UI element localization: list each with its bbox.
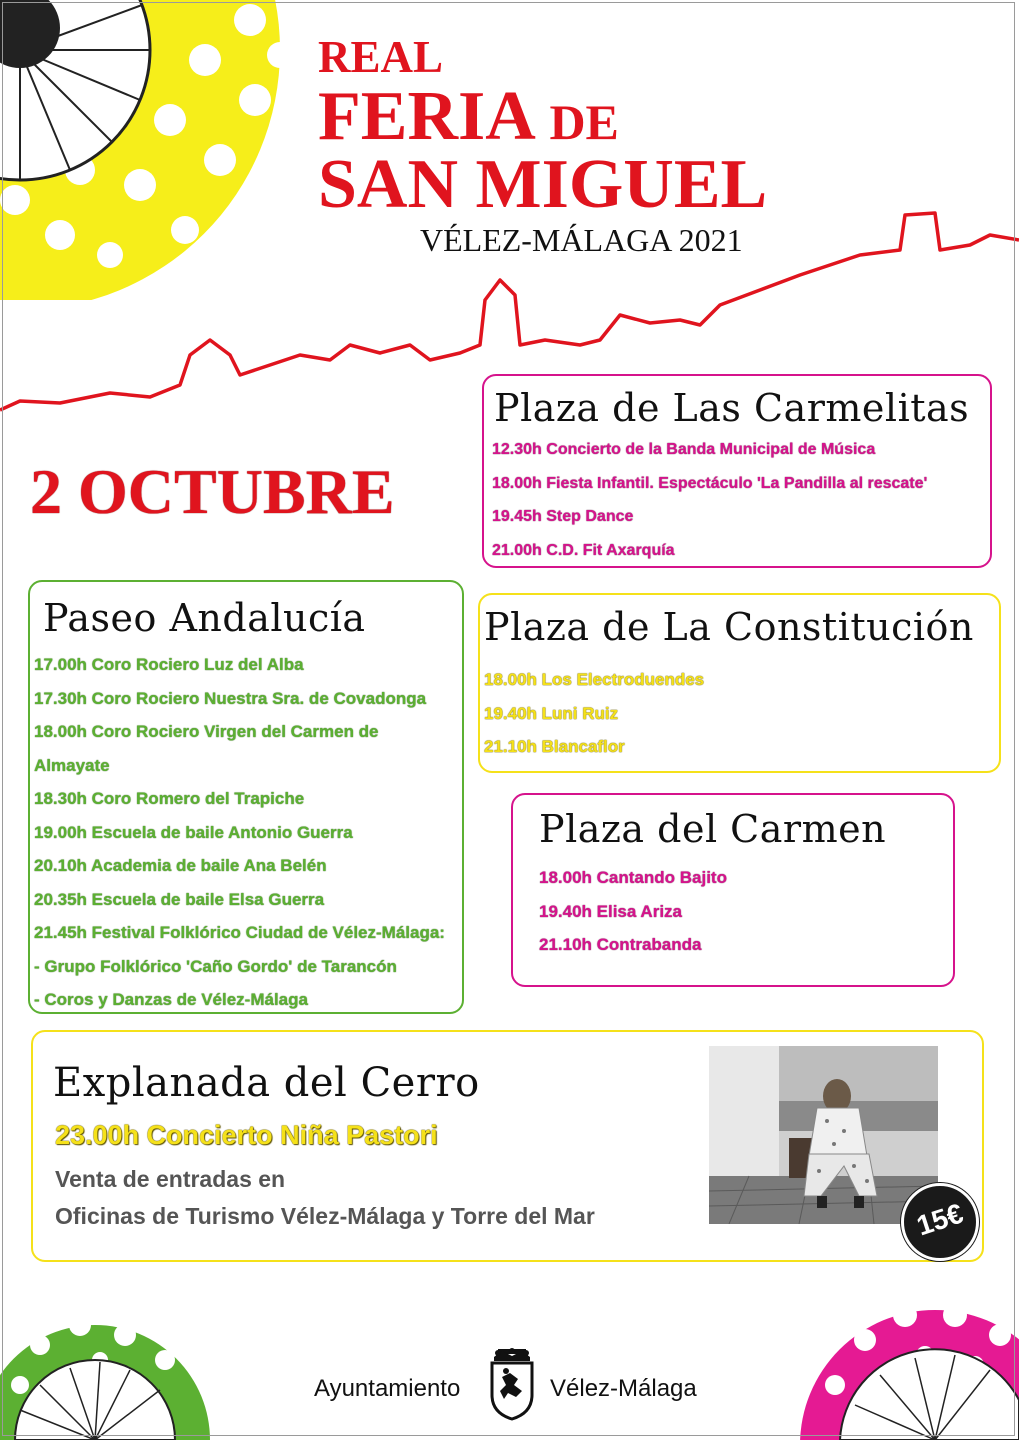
list-item: 19.40h Luni Ruiz (484, 703, 619, 723)
fan-green-decoration (0, 1290, 200, 1440)
title-real: REAL (318, 32, 444, 82)
list-item: 17.00h Coro Rociero Luz del Alba (34, 655, 304, 674)
list-item: 18.00h Los Electroduendes (484, 670, 705, 689)
title-subtitle: VÉLEZ-MÁLAGA 2021 (420, 222, 743, 258)
list-item: 19.40h Elisa Ariza (539, 901, 683, 921)
list-item: 20.10h Academia de baile Ana Belén (34, 856, 327, 875)
venue-cerro-title: Explanada del Cerro (53, 1060, 480, 1106)
list-item: 18.00h Coro Rociero Virgen del Carmen de (34, 722, 379, 741)
venue-carmen (511, 793, 955, 987)
list-item: 12.30h Concierto de la Banda Municipal de Música (492, 441, 876, 458)
list-item: 20.35h Escuela de baile Elsa Guerra (34, 889, 325, 909)
list-item: 21.45h Festival Folklórico Ciudad de Vélez-Málaga: (34, 923, 445, 942)
venue-constitucion (478, 593, 1001, 773)
venue-carmen-title: Plaza del Carmen (539, 807, 887, 851)
venue-carmen-events (539, 861, 727, 962)
venue-constitucion-title: Plaza de La Constitución (484, 605, 974, 649)
list-item: 21.10h Blancaflor (484, 737, 625, 756)
venue-paseo-events (34, 648, 445, 1017)
fan-pink-decoration (795, 1270, 1019, 1440)
footer-velez-malaga: Vélez-Málaga (550, 1375, 697, 1402)
venue-carmelitas-title: Plaza de Las Carmelitas (494, 386, 970, 430)
list-item: 21.10h Contrabanda (539, 935, 702, 954)
venue-paseo-andalucia (28, 580, 464, 1014)
venue-carmelitas (482, 374, 992, 568)
list-item: 19.00h Escuela de baile Antonio Guerra (34, 822, 353, 842)
list-item: 19.45h Step Dance (492, 508, 634, 525)
list-item: 18.30h Coro Romero del Trapiche (34, 789, 305, 808)
venue-carmelitas-events (492, 433, 927, 567)
title-de-word: DE (549, 94, 619, 150)
venue-cerro-line1: Venta de entradas en (55, 1166, 286, 1192)
list-item: - Grupo Folklórico 'Caño Gordo' de Tarancón (34, 956, 397, 976)
venue-cerro-line2: Oficinas de Turismo Vélez-Málaga y Torre del Mar (55, 1203, 595, 1229)
event-date: 2 OCTUBRE (30, 456, 395, 527)
price-badge (901, 1183, 979, 1261)
venue-cerro-headline: 23.00h Concierto Niña Pastori (55, 1120, 438, 1150)
coat-of-arms-icon (484, 1347, 540, 1421)
title-san-miguel: SAN MIGUEL (318, 146, 768, 223)
list-item: 21.00h C.D. Fit Axarquía (492, 541, 675, 559)
list-item: Almayate (34, 755, 110, 775)
list-item: 18.00h Fiesta Infantil. Espectáculo 'La Pandilla al rescate' (492, 474, 928, 492)
footer-ayuntamiento: Ayuntamiento (314, 1375, 461, 1402)
price-text: 15€ (912, 1197, 967, 1242)
list-item: 18.00h Cantando Bajito (539, 868, 727, 887)
title-feria-word: FERIA (318, 78, 532, 155)
venue-cerro (31, 1030, 984, 1262)
title-feria (318, 78, 619, 155)
performer-photo (709, 1046, 938, 1224)
venue-paseo-title: Paseo Andalucía (43, 596, 366, 640)
list-item: 17.30h Coro Rociero Nuestra Sra. de Covadonga (34, 688, 427, 708)
venue-constitucion-events (484, 663, 704, 764)
list-item: - Coros y Danzas de Vélez-Málaga (34, 990, 308, 1009)
